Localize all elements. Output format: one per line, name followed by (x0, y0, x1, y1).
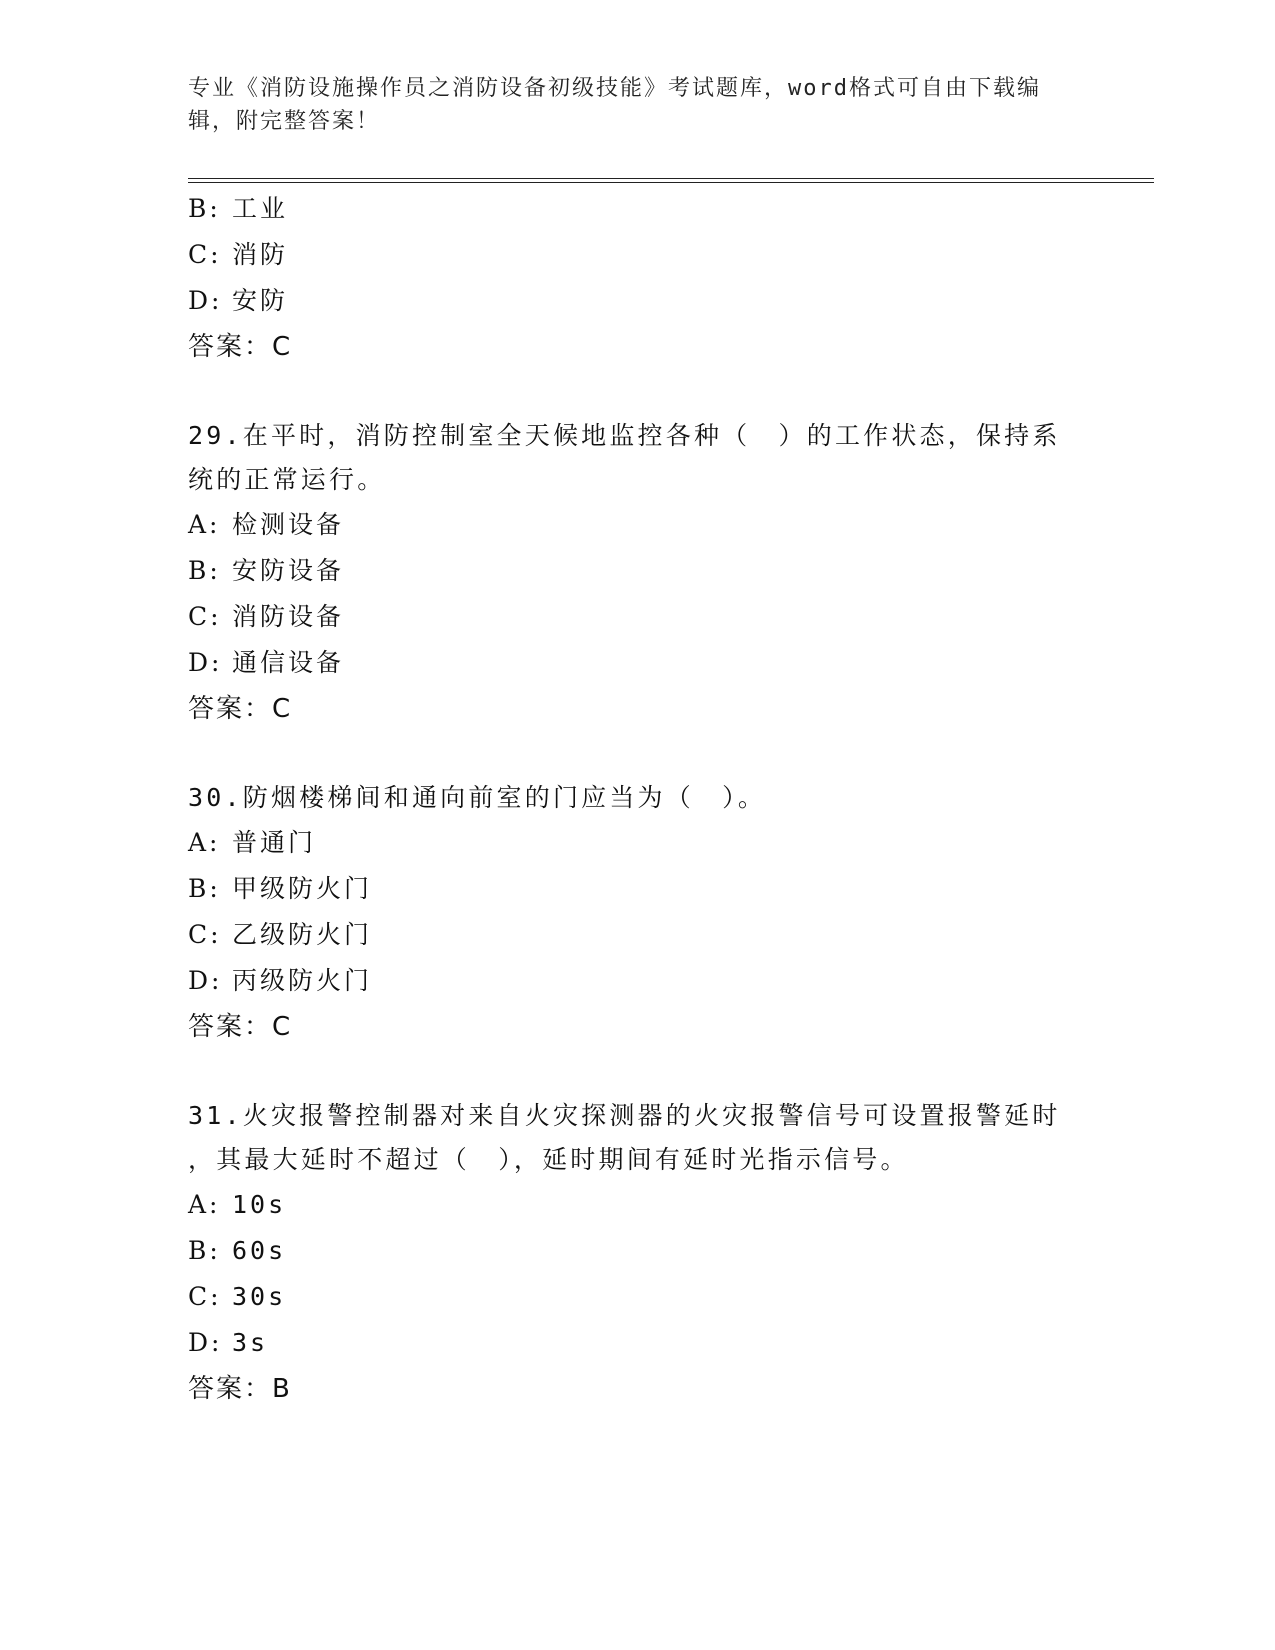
option-key: D: (188, 1328, 223, 1357)
option-key: B: (188, 874, 221, 903)
option-c (188, 594, 1088, 640)
option-text: 甲级防火门 (232, 874, 373, 903)
answer-value: C (272, 332, 293, 362)
option-text: 3s (232, 1328, 269, 1357)
option-text: 安防设备 (232, 556, 345, 585)
answer-label: 答案： (188, 1012, 273, 1042)
question-list (188, 186, 1088, 1412)
option-text: 检测设备 (232, 510, 345, 539)
option-key: B: (188, 1236, 221, 1265)
option-key: B: (188, 556, 221, 585)
question-stem (188, 1094, 1088, 1182)
option-text: 30s (232, 1282, 287, 1311)
question-stem-line-1: 29.在平时，消防控制室全天候地监控各种（ ）的工作状态，保持系 (188, 421, 1061, 450)
option-d (188, 278, 1088, 324)
page-header (188, 72, 1068, 138)
option-text: 60s (232, 1236, 287, 1265)
option-d (188, 1320, 1088, 1366)
question-stem-line-1: 30.防烟楼梯间和通向前室的门应当为（ ）。 (188, 783, 767, 812)
answer-value: B (272, 1374, 292, 1404)
option-text: 乙级防火门 (232, 920, 373, 949)
question-28-tail (188, 186, 1088, 370)
option-b (188, 866, 1088, 912)
option-key: A: (188, 1190, 221, 1219)
option-text: 消防设备 (232, 602, 345, 631)
option-key: C: (188, 1282, 222, 1311)
option-text: 消防 (232, 240, 289, 269)
header-divider-bottom (188, 182, 1154, 183)
option-text: 通信设备 (232, 648, 345, 677)
option-key: C: (188, 240, 222, 269)
option-text: 10s (232, 1190, 287, 1219)
question-stem-line-2: ，其最大延时不超过（ ），延时期间有延时光指示信号。 (188, 1145, 909, 1174)
answer-value: C (272, 694, 293, 724)
question-stem (188, 414, 1088, 502)
option-d (188, 640, 1088, 686)
option-text: 安防 (232, 286, 289, 315)
option-c (188, 232, 1088, 278)
answer-label: 答案： (188, 1374, 273, 1404)
answer-line (188, 1004, 1088, 1050)
option-key: A: (188, 828, 221, 857)
option-key: D: (188, 648, 223, 677)
header-line-2: 辑，附完整答案！ (188, 109, 381, 134)
option-b (188, 548, 1088, 594)
question-stem-line-2: 统的正常运行。 (188, 465, 386, 494)
option-a (188, 820, 1088, 866)
option-b (188, 186, 1088, 232)
option-key: B: (188, 194, 221, 223)
option-text: 普通门 (232, 828, 317, 857)
option-key: A: (188, 510, 221, 539)
question-31 (188, 1094, 1088, 1412)
question-stem-line-1: 31.火灾报警控制器对来自火灾探测器的火灾报警信号可设置报警延时 (188, 1101, 1061, 1130)
answer-line (188, 1366, 1088, 1412)
answer-label: 答案： (188, 694, 273, 724)
option-key: C: (188, 602, 222, 631)
question-stem (188, 776, 1088, 820)
option-a (188, 502, 1088, 548)
header-divider-top (188, 178, 1154, 179)
option-c (188, 912, 1088, 958)
option-a (188, 1182, 1088, 1228)
answer-line (188, 324, 1088, 370)
option-c (188, 1274, 1088, 1320)
answer-label: 答案： (188, 332, 273, 362)
answer-line (188, 686, 1088, 732)
answer-value: C (272, 1012, 293, 1042)
option-d (188, 958, 1088, 1004)
header-line-1: 专业《消防设施操作员之消防设备初级技能》考试题库，word格式可自由下载编 (188, 76, 1041, 101)
question-30 (188, 776, 1088, 1050)
option-text: 丙级防火门 (232, 966, 373, 995)
option-key: D: (188, 286, 223, 315)
option-key: D: (188, 966, 223, 995)
question-29 (188, 414, 1088, 732)
option-b (188, 1228, 1088, 1274)
option-text: 工业 (232, 194, 289, 223)
option-key: C: (188, 920, 222, 949)
